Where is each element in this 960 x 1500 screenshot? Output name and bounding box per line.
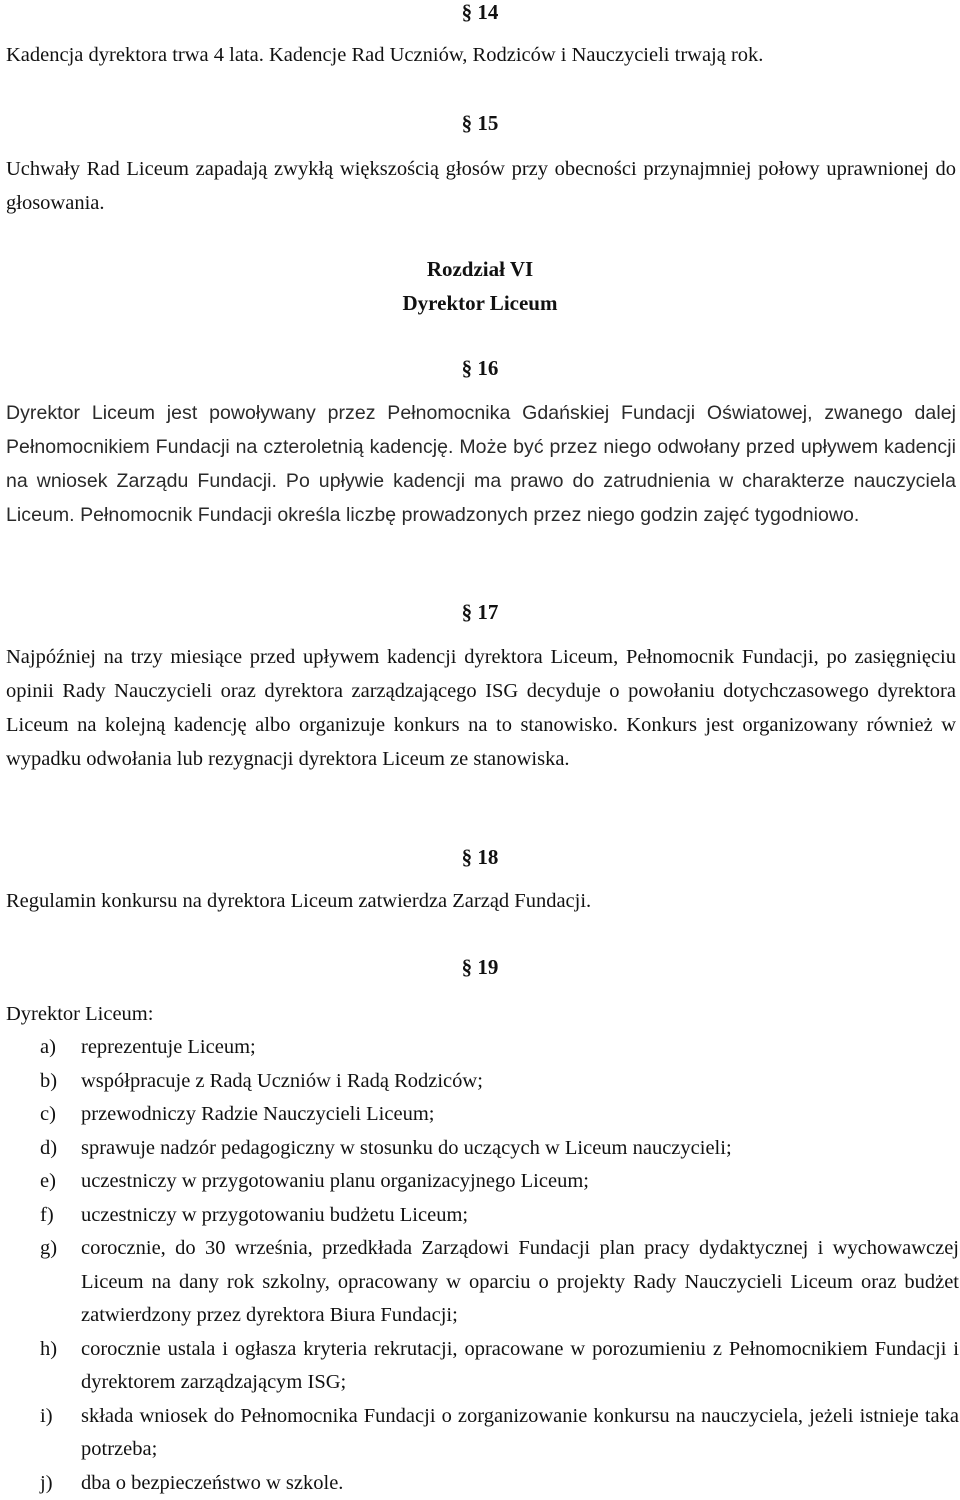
section-number: 18 (477, 845, 498, 869)
section-symbol: § (462, 600, 473, 624)
list-text: współpracuje z Radą Uczniów i Radą Rodziców; (81, 1070, 483, 1092)
section-number: 15 (477, 111, 498, 135)
list-item (6, 1098, 959, 1132)
list-letter: i) (40, 1400, 53, 1434)
duties-list (6, 997, 960, 1500)
chapter-title: Rozdział VI (0, 252, 960, 286)
list-item (6, 1199, 959, 1233)
section-symbol: § (462, 0, 473, 24)
section-symbol: § (462, 955, 473, 979)
section-text-18: Regulamin konkursu na dyrektora Liceum zatwierdza Zarząd Fundacji. (6, 884, 956, 918)
list-letter: b) (40, 1065, 57, 1099)
section-text-17: Najpóźniej na trzy miesiące przed upływem kadencji dyrektora Liceum, Pełnomocnik Fundacji, po zasięgnięciu opinii Rady Nauczycieli oraz dyrektora zarządzającego ISG decyduje o powołaniu dotychczasowego dyrektora Liceum na kolejną kadencję albo organizuje konkurs na to stanowisko. Konkurs jest organizowany również w wypadku odwołania lub rezygnacji dyrektora Liceum ze stanowiska. (6, 640, 956, 776)
list-item (6, 1400, 959, 1467)
list-text: corocznie, do 30 września, przedkłada Zarządowi Fundacji plan pracy dydaktycznej i wychowawczej Liceum na dany rok szkolny, opracowany w oparciu o projekty Rady Nauczycieli Liceum oraz budżet zatwierdzony przez dyrektora Biura Fundacji; (81, 1237, 959, 1326)
list-text: reprezentuje Liceum; (81, 1036, 256, 1058)
list-text: uczestniczy w przygotowaniu budżetu Liceum; (81, 1204, 468, 1226)
section-number: 17 (477, 600, 498, 624)
list-item (6, 1232, 959, 1333)
list-item (6, 1165, 959, 1199)
list-item (6, 1132, 959, 1166)
list-text: przewodniczy Radzie Nauczycieli Liceum; (81, 1103, 434, 1125)
list-item (6, 1065, 959, 1099)
section-text-16: Dyrektor Liceum jest powoływany przez Pełnomocnika Gdańskiej Fundacji Oświatowej, zwanego dalej Pełnomocnikiem Fundacji na czteroletnią kadencję. Może być przez niego odwołany przed upływem kadencji na wniosek Zarządu Fundacji. Po upływie kadencji ma prawo do zatrudnienia w charakterze nauczyciela Liceum. Pełnomocnik Fundacji określa liczbę prowadzonych przez niego godzin zajęć tygodniowo. (6, 396, 956, 532)
list-letter: j) (40, 1467, 53, 1500)
list-letter: h) (40, 1333, 57, 1367)
section-symbol: § (462, 356, 473, 380)
section-heading-18 (0, 845, 960, 869)
section-symbol: § (462, 111, 473, 135)
section-text-14: Kadencja dyrektora trwa 4 lata. Kadencje Rad Uczniów, Rodziców i Nauczycieli trwają rok. (6, 38, 956, 72)
section-heading-16 (0, 356, 960, 380)
section-text-15: Uchwały Rad Liceum zapadają zwykłą większością głosów przy obecności przynajmniej połowy uprawnionej do głosowania. (6, 152, 956, 220)
list-letter: f) (40, 1199, 54, 1233)
section-symbol: § (462, 845, 473, 869)
list-text: składa wniosek do Pełnomocnika Fundacji o zorganizowanie konkursu na nauczyciela, jeżeli istnieje taka potrzeba; (81, 1405, 959, 1461)
duties-intro: Dyrektor Liceum: (6, 997, 960, 1031)
section-heading-17 (0, 600, 960, 624)
chapter-subtitle: Dyrektor Liceum (0, 286, 960, 320)
list-item (6, 1333, 959, 1400)
section-heading-19 (0, 955, 960, 979)
list-item (6, 1031, 959, 1065)
list-letter: d) (40, 1132, 57, 1166)
section-number: 19 (477, 955, 498, 979)
section-number: 16 (477, 356, 498, 380)
list-letter: a) (40, 1031, 56, 1065)
list-text: corocznie ustala i ogłasza kryteria rekrutacji, opracowane w porozumieniu z Pełnomocnikiem Fundacji i dyrektorem zarządzającym ISG; (81, 1338, 959, 1394)
list-letter: c) (40, 1098, 56, 1132)
list-text: sprawuje nadzór pedagogiczny w stosunku do uczących w Liceum nauczycieli; (81, 1137, 732, 1159)
section-heading-15 (0, 111, 960, 135)
section-heading-14 (0, 0, 960, 24)
list-text: dba o bezpieczeństwo w szkole. (81, 1472, 343, 1494)
list-letter: g) (40, 1232, 57, 1266)
list-text: uczestniczy w przygotowaniu planu organizacyjnego Liceum; (81, 1170, 589, 1192)
list-letter: e) (40, 1165, 56, 1199)
section-number: 14 (477, 0, 498, 24)
